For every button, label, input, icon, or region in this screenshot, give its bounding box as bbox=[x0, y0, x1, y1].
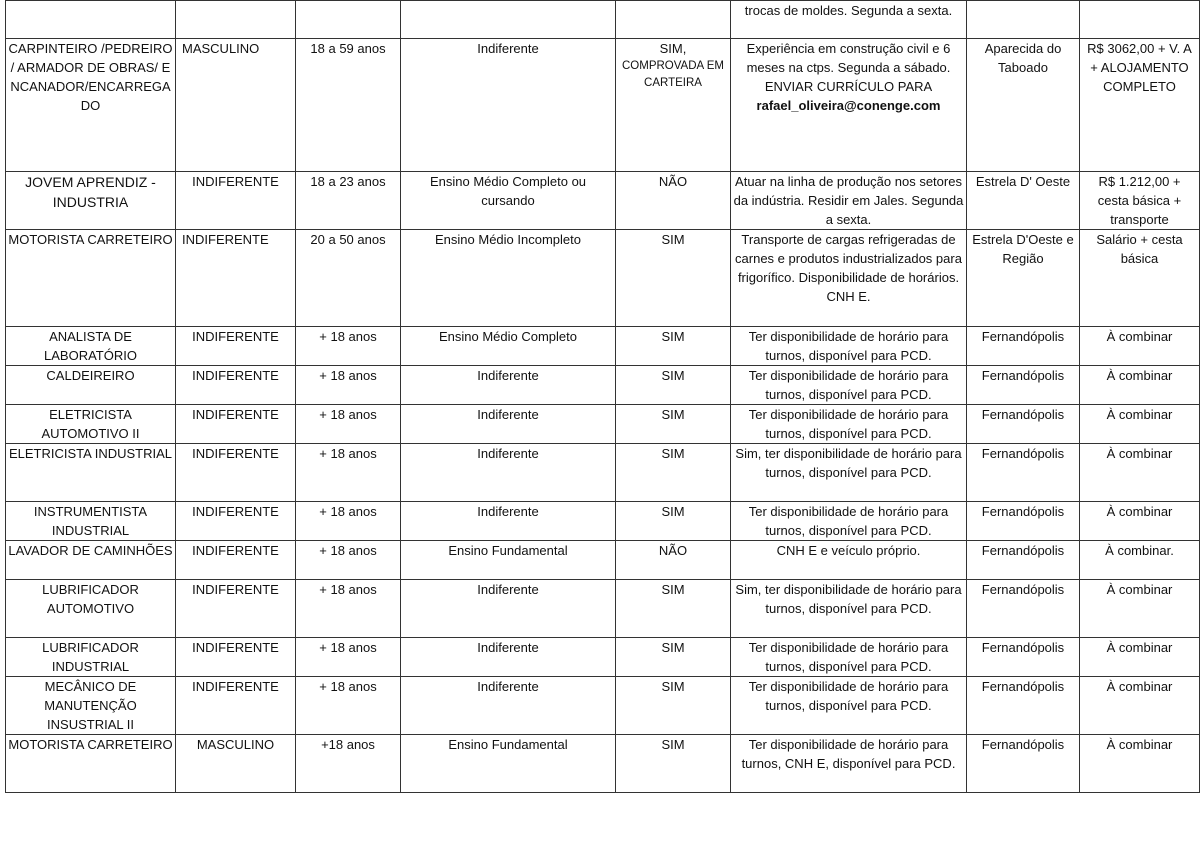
table-row bbox=[6, 677, 1200, 735]
table-row bbox=[6, 405, 1200, 444]
cargo-cell: CARPINTEIRO /PEDREIRO / ARMADOR DE OBRAS/ ENCANADOR/ENCARREGADO bbox=[6, 39, 176, 172]
local-cell: Estrela D'Oeste e Região bbox=[967, 230, 1080, 327]
sexo-cell: INDIFERENTE bbox=[176, 230, 296, 327]
salario-cell: À combinar bbox=[1080, 677, 1200, 735]
observacoes-cell: Ter disponibilidade de horário para turnos, disponível para PCD. bbox=[731, 677, 967, 735]
local-cell: Fernandópolis bbox=[967, 580, 1080, 638]
experiencia-cell: SIM bbox=[616, 502, 731, 541]
table-row bbox=[6, 172, 1200, 230]
local-cell: Fernandópolis bbox=[967, 327, 1080, 366]
idade-cell bbox=[296, 1, 401, 39]
salario-cell: À combinar bbox=[1080, 366, 1200, 405]
salario-cell: À combinar bbox=[1080, 444, 1200, 502]
experiencia-cell: SIM bbox=[616, 327, 731, 366]
sexo-cell bbox=[176, 1, 296, 39]
idade-cell: + 18 anos bbox=[296, 580, 401, 638]
table-row bbox=[6, 366, 1200, 405]
local-cell: Aparecida do Taboado bbox=[967, 39, 1080, 172]
salario-cell bbox=[1080, 1, 1200, 39]
idade-cell: + 18 anos bbox=[296, 638, 401, 677]
local-cell: Fernandópolis bbox=[967, 735, 1080, 793]
idade-cell: + 18 anos bbox=[296, 541, 401, 580]
table-row bbox=[6, 541, 1200, 580]
table-row bbox=[6, 444, 1200, 502]
sexo-cell: INDIFERENTE bbox=[176, 172, 296, 230]
observacoes-cell bbox=[731, 39, 967, 172]
cargo-cell: JOVEM APRENDIZ - INDUSTRIA bbox=[6, 172, 176, 230]
local-cell: Fernandópolis bbox=[967, 405, 1080, 444]
idade-cell: + 18 anos bbox=[296, 366, 401, 405]
escolaridade-cell: Indiferente bbox=[401, 39, 616, 172]
experiencia-cell: NÃO bbox=[616, 172, 731, 230]
experiencia-detalhe: COMPROVADA EM CARTEIRA bbox=[621, 60, 725, 89]
experiencia-cell bbox=[616, 39, 731, 172]
escolaridade-cell: Ensino Fundamental bbox=[401, 735, 616, 793]
cargo-cell: LUBRIFICADOR INDUSTRIAL bbox=[6, 638, 176, 677]
salario-cell: Salário + cesta básica bbox=[1080, 230, 1200, 327]
experiencia-cell: SIM bbox=[616, 735, 731, 793]
observacoes-extra: ENVIAR CURRÍCULO PARA bbox=[764, 79, 933, 94]
salario-cell: À combinar bbox=[1080, 327, 1200, 366]
sexo-cell: MASCULINO bbox=[176, 39, 296, 172]
experiencia-cell: SIM bbox=[616, 230, 731, 327]
table-row bbox=[6, 638, 1200, 677]
observacoes-cell: Ter disponibilidade de horário para turnos, disponível para PCD. bbox=[731, 502, 967, 541]
experiencia-value: SIM, bbox=[659, 41, 687, 56]
observacoes-cell: Transporte de cargas refrigeradas de carnes e produtos industrializados para frigorífico. Disponibilidade de horários. CNH E. bbox=[731, 230, 967, 327]
table-row bbox=[6, 1, 1200, 39]
observacoes-cell: CNH E e veículo próprio. bbox=[731, 541, 967, 580]
cargo-cell: CALDEIREIRO bbox=[6, 366, 176, 405]
observacoes-cell: Ter disponibilidade de horário para turnos, disponível para PCD. bbox=[731, 638, 967, 677]
experiencia-cell: SIM bbox=[616, 366, 731, 405]
cargo-cell: ELETRICISTA AUTOMOTIVO II bbox=[6, 405, 176, 444]
cargo-cell bbox=[6, 1, 176, 39]
observacoes-cell: Ter disponibilidade de horário para turnos, CNH E, disponível para PCD. bbox=[731, 735, 967, 793]
experiencia-cell: SIM bbox=[616, 638, 731, 677]
sexo-cell: INDIFERENTE bbox=[176, 366, 296, 405]
table-row bbox=[6, 39, 1200, 172]
local-cell: Estrela D' Oeste bbox=[967, 172, 1080, 230]
observacoes-cell: Ter disponibilidade de horário para turnos, disponível para PCD. bbox=[731, 366, 967, 405]
observacoes-text: Experiência em construção civil e 6 meses na ctps. Segunda a sábado. bbox=[746, 41, 951, 75]
table-row bbox=[6, 735, 1200, 793]
experiencia-cell: SIM bbox=[616, 444, 731, 502]
cargo-cell: INSTRUMENTISTA INDUSTRIAL bbox=[6, 502, 176, 541]
contact-email: rafael_oliveira@conenge.com bbox=[756, 98, 941, 113]
local-cell: Fernandópolis bbox=[967, 502, 1080, 541]
observacoes-cell: Ter disponibilidade de horário para turnos, disponível para PCD. bbox=[731, 327, 967, 366]
escolaridade-cell: Indiferente bbox=[401, 677, 616, 735]
cargo-cell: MECÂNICO DE MANUTENÇÃO INSUSTRIAL II bbox=[6, 677, 176, 735]
cargo-cell: LUBRIFICADOR AUTOMOTIVO bbox=[6, 580, 176, 638]
table-row bbox=[6, 230, 1200, 327]
escolaridade-cell: Indiferente bbox=[401, 580, 616, 638]
salario-cell: R$ 1.212,00 + cesta básica + transporte bbox=[1080, 172, 1200, 230]
escolaridade-cell: Indiferente bbox=[401, 366, 616, 405]
escolaridade-cell: Indiferente bbox=[401, 444, 616, 502]
local-cell bbox=[967, 1, 1080, 39]
table-row bbox=[6, 580, 1200, 638]
local-cell: Fernandópolis bbox=[967, 541, 1080, 580]
escolaridade-cell bbox=[401, 1, 616, 39]
local-cell: Fernandópolis bbox=[967, 638, 1080, 677]
sexo-cell: INDIFERENTE bbox=[176, 541, 296, 580]
job-listings-table bbox=[5, 0, 1200, 793]
observacoes-cell: Sim, ter disponibilidade de horário para turnos, disponível para PCD. bbox=[731, 580, 967, 638]
escolaridade-cell: Ensino Médio Incompleto bbox=[401, 230, 616, 327]
sexo-cell: MASCULINO bbox=[176, 735, 296, 793]
idade-cell: 20 a 50 anos bbox=[296, 230, 401, 327]
observacoes-cell: Ter disponibilidade de horário para turnos, disponível para PCD. bbox=[731, 405, 967, 444]
sexo-cell: INDIFERENTE bbox=[176, 444, 296, 502]
table-row bbox=[6, 327, 1200, 366]
local-cell: Fernandópolis bbox=[967, 366, 1080, 405]
sexo-cell: INDIFERENTE bbox=[176, 677, 296, 735]
escolaridade-cell: Ensino Médio Completo ou cursando bbox=[401, 172, 616, 230]
sexo-cell: INDIFERENTE bbox=[176, 580, 296, 638]
cargo-cell: ELETRICISTA INDUSTRIAL bbox=[6, 444, 176, 502]
local-cell: Fernandópolis bbox=[967, 677, 1080, 735]
sexo-cell: INDIFERENTE bbox=[176, 638, 296, 677]
experiencia-cell: SIM bbox=[616, 580, 731, 638]
table-row bbox=[6, 502, 1200, 541]
idade-cell: +18 anos bbox=[296, 735, 401, 793]
salario-cell: À combinar bbox=[1080, 580, 1200, 638]
local-cell: Fernandópolis bbox=[967, 444, 1080, 502]
cargo-cell: LAVADOR DE CAMINHÕES bbox=[6, 541, 176, 580]
escolaridade-cell: Indiferente bbox=[401, 638, 616, 677]
escolaridade-cell: Ensino Médio Completo bbox=[401, 327, 616, 366]
experiencia-cell: SIM bbox=[616, 405, 731, 444]
cargo-cell: ANALISTA DE LABORATÓRIO bbox=[6, 327, 176, 366]
idade-cell: + 18 anos bbox=[296, 444, 401, 502]
experiencia-cell: NÃO bbox=[616, 541, 731, 580]
idade-cell: + 18 anos bbox=[296, 677, 401, 735]
observacoes-cell: Sim, ter disponibilidade de horário para turnos, disponível para PCD. bbox=[731, 444, 967, 502]
escolaridade-cell: Indiferente bbox=[401, 405, 616, 444]
idade-cell: + 18 anos bbox=[296, 327, 401, 366]
idade-cell: 18 a 23 anos bbox=[296, 172, 401, 230]
observacoes-cell: Atuar na linha de produção nos setores da indústria. Residir em Jales. Segunda a sexta. bbox=[731, 172, 967, 230]
sexo-cell: INDIFERENTE bbox=[176, 502, 296, 541]
salario-cell: À combinar bbox=[1080, 735, 1200, 793]
salario-cell: À combinar bbox=[1080, 405, 1200, 444]
idade-cell: + 18 anos bbox=[296, 502, 401, 541]
cargo-cell: MOTORISTA CARRETEIRO bbox=[6, 735, 176, 793]
idade-cell: 18 a 59 anos bbox=[296, 39, 401, 172]
sexo-cell: INDIFERENTE bbox=[176, 327, 296, 366]
experiencia-cell: SIM bbox=[616, 677, 731, 735]
salario-cell: À combinar bbox=[1080, 638, 1200, 677]
idade-cell: + 18 anos bbox=[296, 405, 401, 444]
cargo-cell: MOTORISTA CARRETEIRO bbox=[6, 230, 176, 327]
salario-cell: À combinar. bbox=[1080, 541, 1200, 580]
sexo-cell: INDIFERENTE bbox=[176, 405, 296, 444]
escolaridade-cell: Indiferente bbox=[401, 502, 616, 541]
salario-cell: R$ 3062,00 + V. A + ALOJAMENTO COMPLETO bbox=[1080, 39, 1200, 172]
experiencia-cell bbox=[616, 1, 731, 39]
observacoes-cell: trocas de moldes. Segunda a sexta. bbox=[731, 1, 967, 39]
salario-cell: À combinar bbox=[1080, 502, 1200, 541]
escolaridade-cell: Ensino Fundamental bbox=[401, 541, 616, 580]
